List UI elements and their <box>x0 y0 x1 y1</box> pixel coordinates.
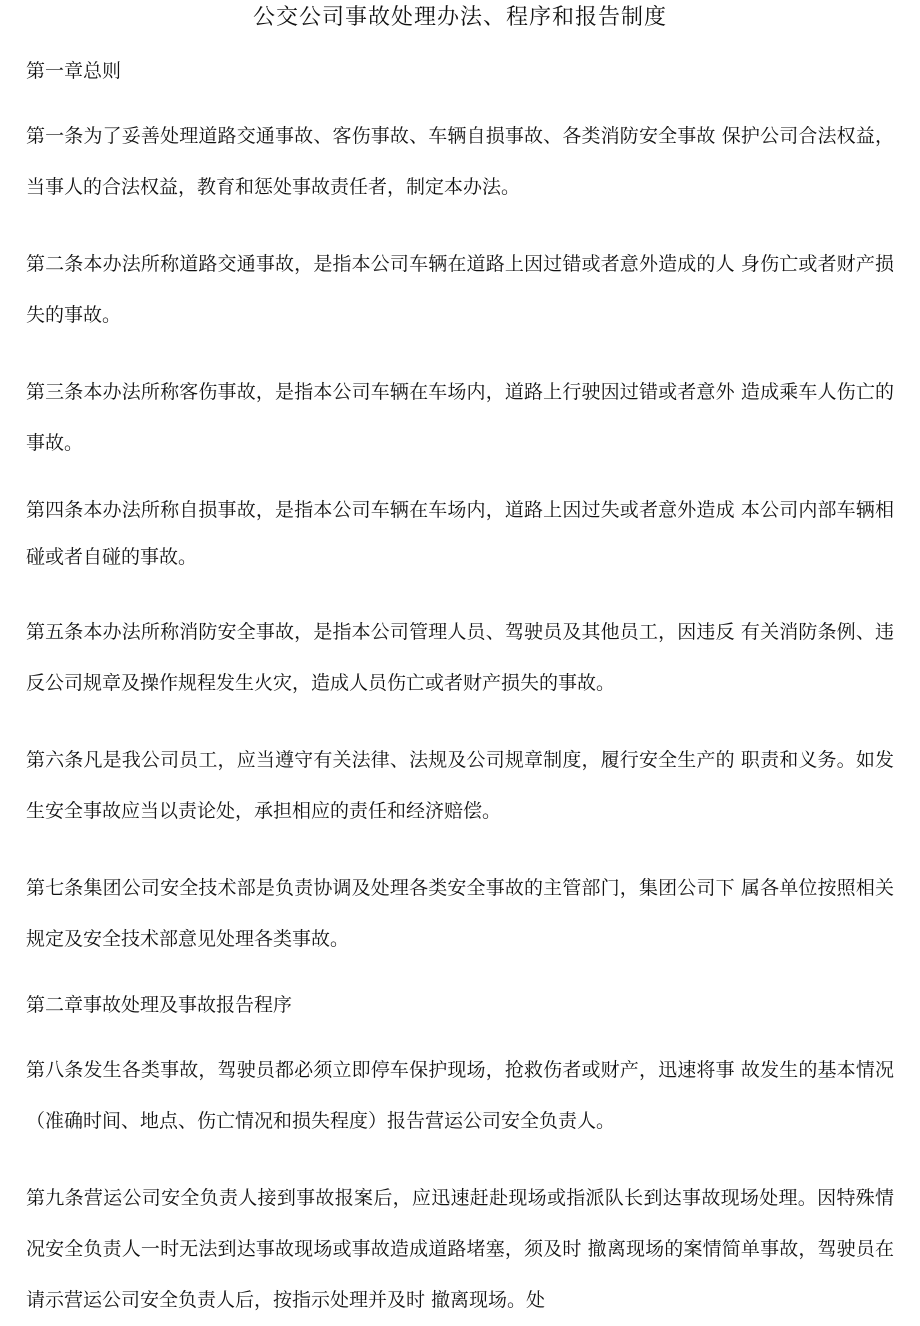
article-paragraph: 第三条本办法所称客伤事故，是指本公司车辆在车场内，道路上行驶因过错或者意外 造成乘车人伤亡的事故。 <box>26 381 894 454</box>
article-paragraph: 第九条营运公司安全负责人接到事故报案后，应迅速赶赴现场或指派队长到达事故现场处理。因特殊情况安全负责人一时无法到达事故现场或事故造成道路堵塞，须及时 撤离现场的案情简单事故，驾驶员在请示营运公司安全负责人后，按指示处理并及时 撤离现场。处 <box>26 1187 894 1311</box>
chapter-heading: 第一章总则 <box>26 60 122 82</box>
article-paragraph: 第二条本办法所称道路交通事故，是指本公司车辆在道路上因过错或者意外造成的人 身伤亡或者财产损失的事故。 <box>26 253 894 326</box>
article-paragraph: 第八条发生各类事故，驾驶员都必须立即停车保护现场，抢救伤者或财产，迅速将事 故发生的基本情况（准确时间、地点、伤亡情况和损失程度）报告营运公司安全负责人。 <box>26 1059 894 1132</box>
article-paragraph: 第七条集团公司安全技术部是负责协调及处理各类安全事故的主管部门，集团公司下 属各单位按照相关规定及安全技术部意见处理各类事故。 <box>26 877 894 950</box>
chapter-heading: 第二章事故处理及事故报告程序 <box>26 994 293 1016</box>
article-paragraph: 第六条凡是我公司员工，应当遵守有关法律、法规及公司规章制度，履行安全生产的 职责和义务。如发生安全事故应当以责论处，承担相应的责任和经济赔偿。 <box>26 749 894 822</box>
article-paragraph: 第五条本办法所称消防安全事故，是指本公司管理人员、驾驶员及其他员工，因违反 有关消防条例、违反公司规章及操作规程发生火灾，造成人员伤亡或者财产损失的事故。 <box>26 621 894 694</box>
article-paragraph: 第一条为了妥善处理道路交通事故、客伤事故、车辆自损事故、各类消防安全事故 保护公司合法权益，当事人的合法权益，教育和惩处事故责任者，制定本办法。 <box>26 125 894 198</box>
article-paragraph: 第四条本办法所称自损事故，是指本公司车辆在车场内，道路上因过失或者意外造成 本公司内部车辆相碰或者自碰的事故。 <box>26 499 894 568</box>
document-title: 公交公司事故处理办法、程序和报告制度 <box>252 5 667 30</box>
